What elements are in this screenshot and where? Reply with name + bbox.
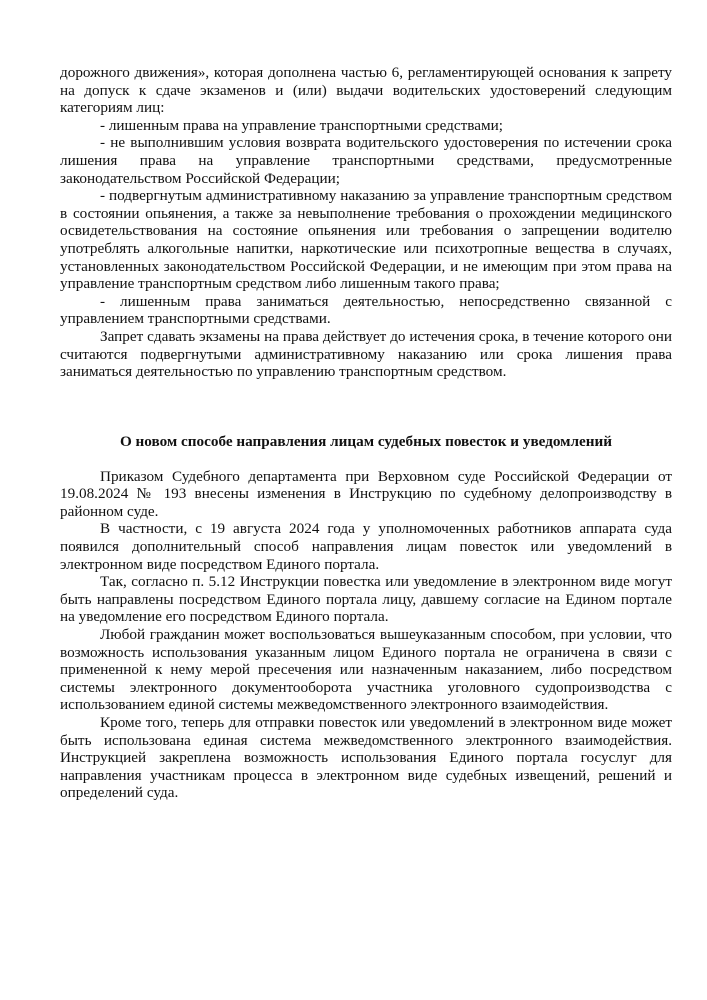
section-spacer (60, 381, 672, 432)
paragraph-new-method: В частности, с 19 августа 2024 года у уполномоченных работников аппарата суда появился дополнительный способ направления лицам повесток или уведомлений в электронном виде посредством Единого портала. (60, 520, 672, 573)
document-page (60, 64, 672, 802)
paragraph-interagency-system: Кроме того, теперь для отправки повесток или уведомлений в электронном виде может быть использована единая система межведомственного электронного взаимодействия. Инструкцией закреплена возможность использования Единого портала госуслуг для направления участникам процесса в электронном виде судебных извещений, решений и определений суда. (60, 714, 672, 802)
section-heading: О новом способе направления лицам судебных повесток и уведомлений (119, 432, 613, 450)
paragraph-citizen-usage: Любой гражданин может воспользоваться вышеуказанным способом, при условии, что возможность использования указанным лицом Единого портала не ограничена в связи с примененной к нему мерой пресечения или назначенным наказанием, либо посредством системы электронного документооборота участника уголовного судопроизводства с использованием единой системы межведомственного электронного взаимодействия. (60, 626, 672, 714)
list-item-administrative-penalty: - подвергнутым административному наказанию за управление транспортным средством в состоянии опьянения, а также за невыполнение требования о прохождении медицинского освидетельствования на состояние опьянения или требования о запрещении водителю употреблять алкогольные напитки, наркотические или психотропные вещества в случаях, установленных законодательством Российской Федерации, и не имеющим при этом права на управление транспортным средством либо лишенным такого права; (60, 187, 672, 293)
list-item-deprived-of-license: - лишенным права на управление транспортными средствами; (100, 116, 503, 134)
paragraph-order-changes: Приказом Судебного департамента при Верховном суде Российской Федерации от 19.08.2024 № 193 внесены изменения в Инструкцию по судебному делопроизводству в районном суде. (60, 467, 672, 520)
paragraph-driving-continuation: дорожного движения», которая дополнена частью 6, регламентирующей основания к запрету на допуск к сдаче экзаменов и (или) выдачи водительских удостоверений следующим категориям лиц: (60, 64, 672, 117)
list-item-activity-ban: - лишенным права заниматься деятельностью, непосредственно связанной с управлением транспортными средствами. (60, 292, 672, 328)
paragraph-exam-ban-duration: Запрет сдавать экзамены на права действует до истечения срока, в течение которого они считаются подвергнутыми административному наказанию или срока лишения права заниматься деятельностью по управлению транспортным средством. (60, 327, 672, 381)
paragraph-instruction-clause: Так, согласно п. 5.12 Инструкции повестка или уведомление в электронном виде могут быть направлены посредством Единого портала лицу, давшему согласие на Едином портале на уведомление его посредством Единого портала. (60, 573, 672, 626)
list-item-return-conditions: - не выполнившим условия возврата водительского удостоверения по истечении срока лишения права на управление транспортными средствами, предусмотренные законодательством Российской Федерации; (60, 134, 672, 187)
